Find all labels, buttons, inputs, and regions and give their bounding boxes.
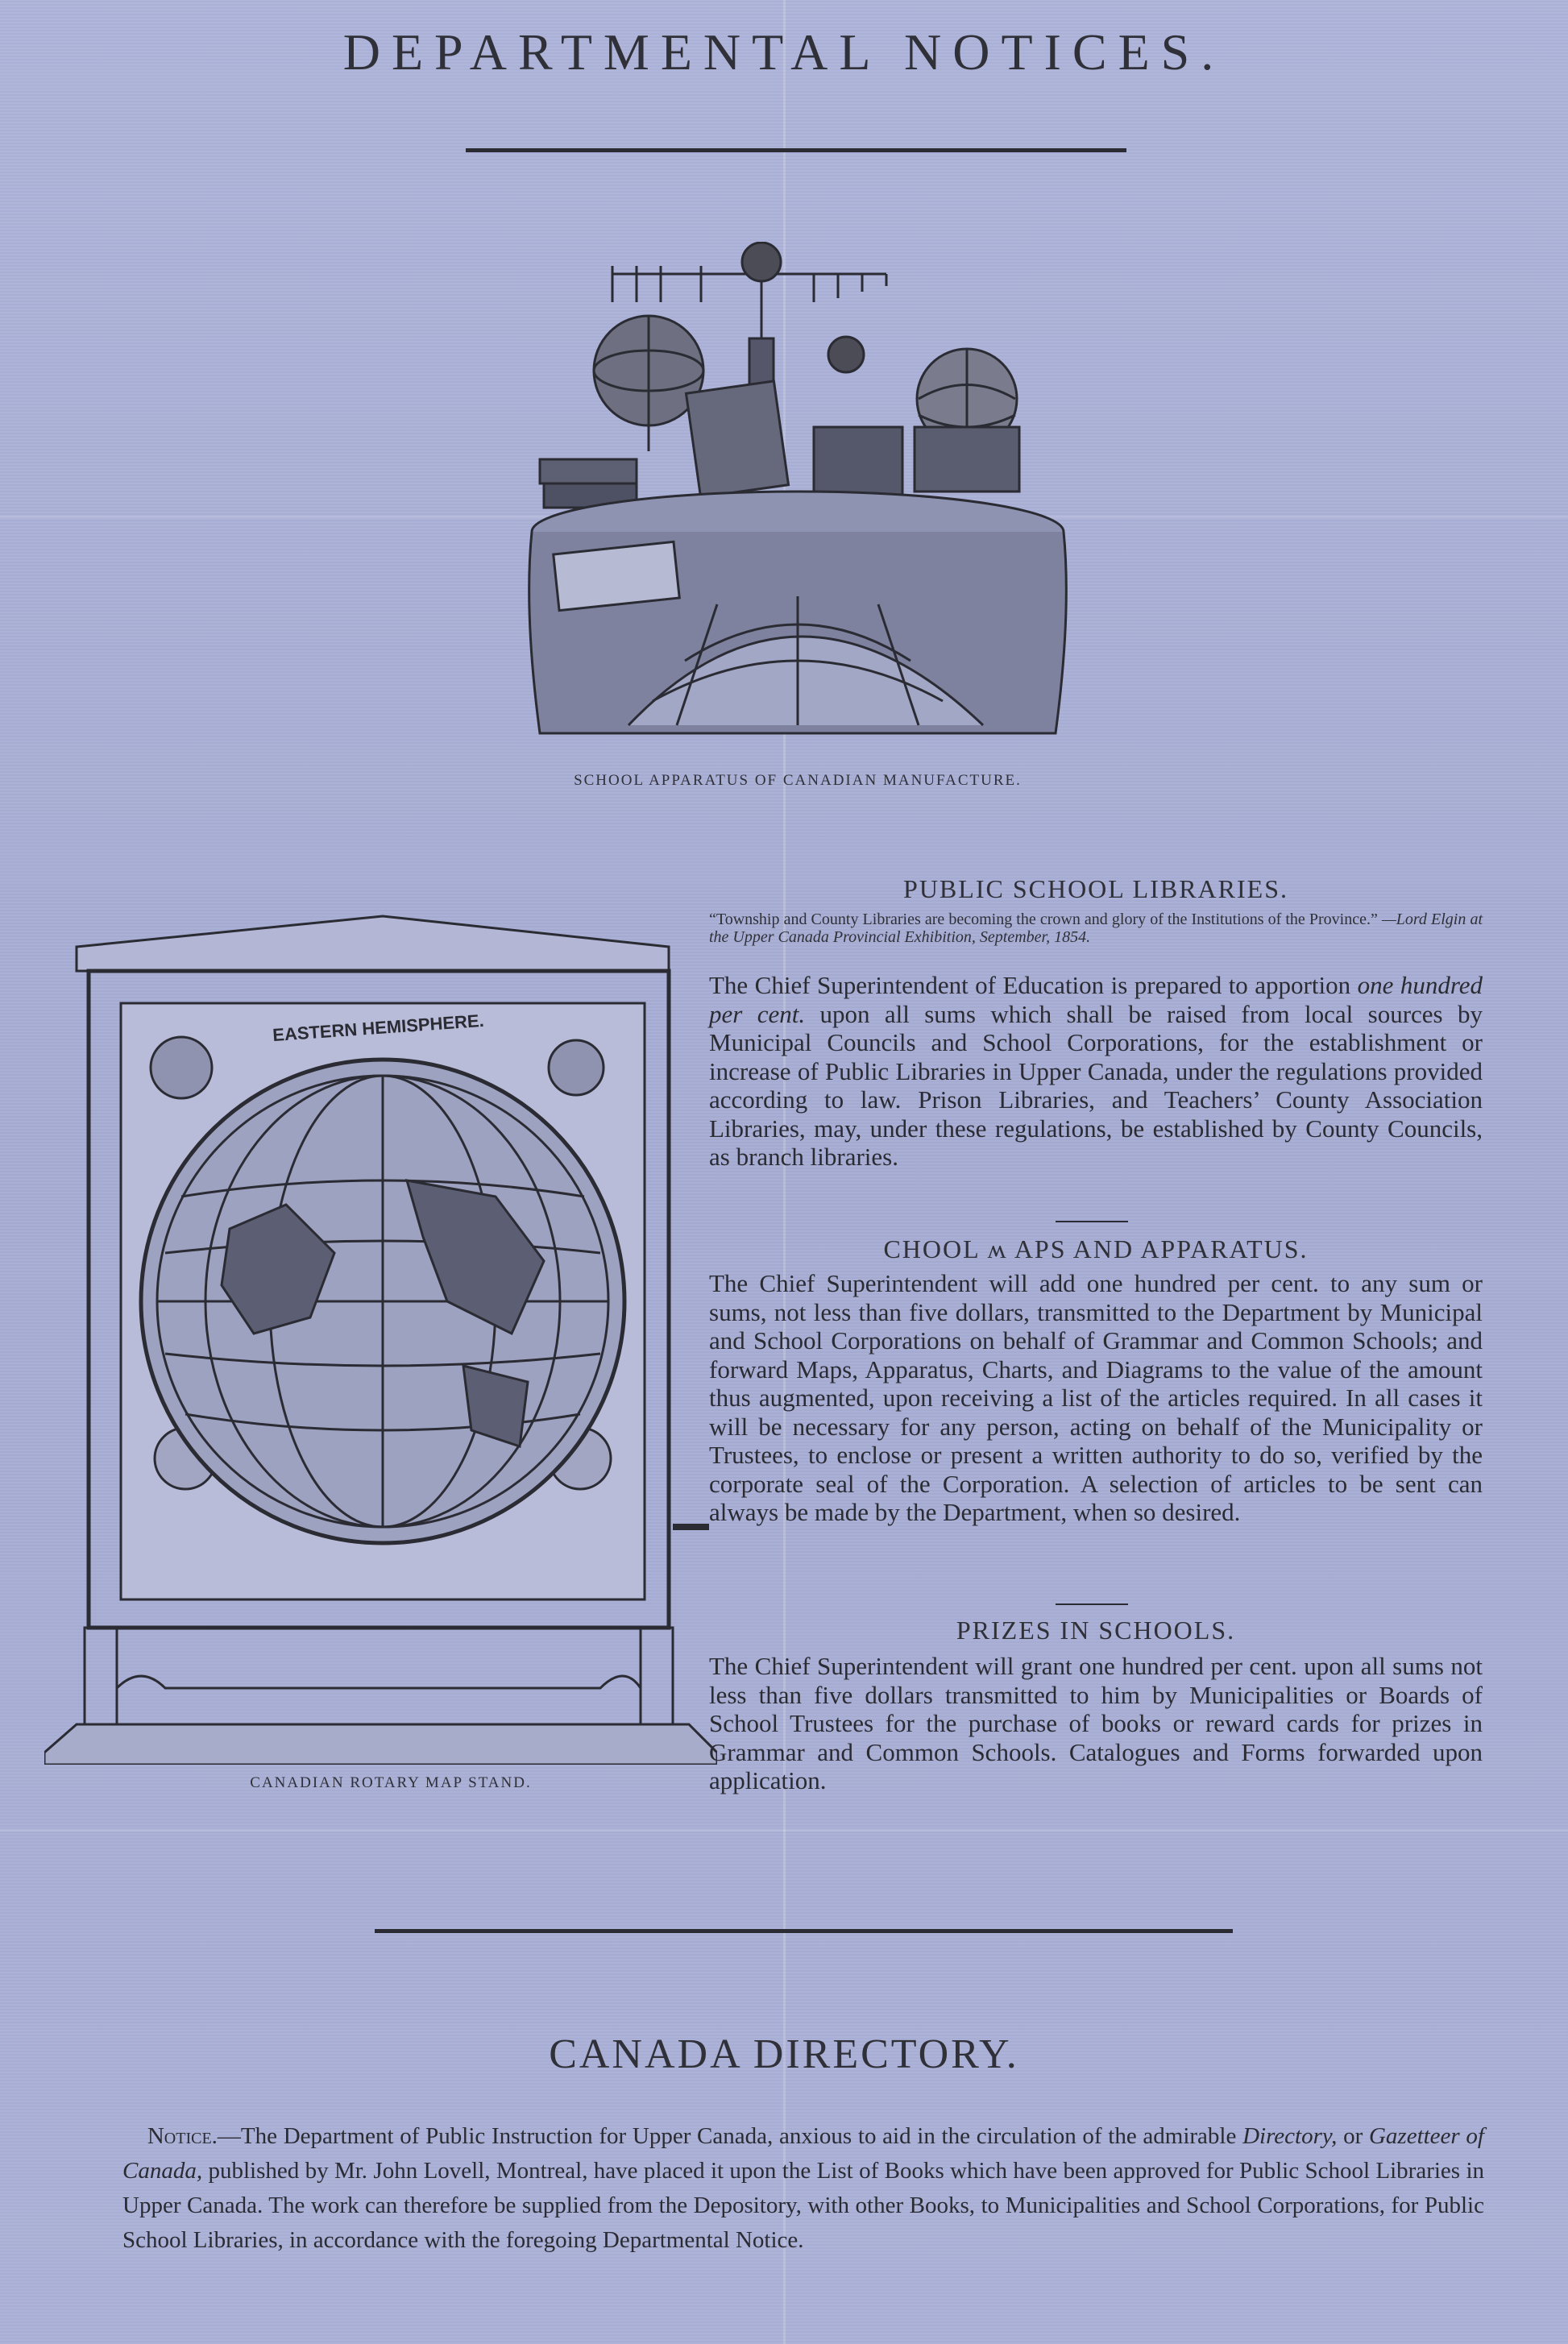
directory-title: CANADA DIRECTORY. [549, 2031, 1019, 2077]
prizes-body: The Chief Superintendent will grant one hundred per cent. upon all sums not less than five dollars transmitted to him by Municipalities or Boards of School Trustees for the purchase of books or reward cards for prizes in Grammar and Common Schools. Catalogues and Forms forwarded upon application. [709, 1652, 1483, 1794]
quote-attribution: —Lord Elgin at the Upper Canada Provincial Exhibition, September, 1854. [709, 911, 1483, 946]
apparatus-caption: SCHOOL APPARATUS OF CANADIAN MANUFACTURE. [574, 772, 1022, 789]
libraries-text-part: The Chief Superintendent of Education is prepared to apportion [709, 971, 1358, 999]
notice-em-gazetteer: Gazetteer of Canada, [122, 2123, 1484, 2184]
quote-text: “Township and County Libraries are becoming the crown and glory of the Institutions of the Province.” [709, 911, 1378, 928]
maps-heading: CHOOL ʍ APS AND APPARATUS. [883, 1234, 1309, 1263]
maps-body: The Chief Superintendent will add one hundred per cent. to any sum or sums, not less than five dollars, transmitted to the Department by Municipal and School Corporations on behalf of Grammar and Common Schools; and forward Maps, Apparatus, Charts, and Diagrams to the value of the amount thus augmented, upon receiving a list of the articles required. In all cases it will be necessary for any person, acting on behalf of the Municipality or Trustees, to enclose or present a written authority to do so, verified by the corporate seal of the Corporation. A selection of articles to be sent can always be made by the Department, when so desired. [709, 1269, 1483, 1526]
rotary-map-stand-illustration [44, 915, 717, 1765]
prizes-heading: PRIZES IN SCHOOLS. [956, 1616, 1236, 1645]
notice-text-1: —The Department of Public Instruction for Upper Canada, anxious to aid in the circulation of the admirable [217, 2123, 1243, 2149]
section-divider [1056, 1221, 1128, 1222]
map-stand-label: EASTERN HEMISPHERE. [272, 1010, 485, 1046]
libraries-body [709, 971, 1483, 1172]
paper-fold-horizontal-lower [0, 1829, 1568, 1832]
libraries-text-part-2: upon all sums which shall be raised from local sources by Municipal Councils and School Corporations, for the establishment or increase of Public Libraries in Upper Canada, under the regulations provided according to law. Prison Libraries, and Teachers’ County Association Libraries, may, under these regulations, be established by County Councils, as branch libraries. [709, 999, 1483, 1171]
section-divider-2 [1056, 1603, 1128, 1605]
libraries-heading: PUBLIC SCHOOL LIBRARIES. [903, 874, 1288, 903]
title-rule [466, 148, 1126, 152]
libraries-quote [709, 911, 1483, 946]
notice-text-2: or [1337, 2123, 1369, 2149]
page-title: DEPARTMENTAL NOTICES. [342, 23, 1226, 81]
notice-text-3: published by Mr. John Lovell, Montreal, have placed it upon the List of Books which have been approved for Public School Libraries in Upper Canada. The work can therefore be supplied from the Depository, with other Books, to Municipalities and School Corporations, for Public School Libraries, in accordance with the foregoing Departmental Notice. [122, 2158, 1484, 2253]
bottom-rule [375, 1929, 1233, 1933]
map-stand-caption: CANADIAN ROTARY MAP STAND. [250, 1774, 532, 1791]
school-apparatus-illustration [508, 242, 1088, 757]
notice-label: Notice. [147, 2123, 218, 2149]
directory-notice [122, 2119, 1484, 2258]
libraries-emphasis: one hundred per cent. [709, 971, 1483, 1028]
notice-em-directory: Directory, [1242, 2123, 1338, 2149]
